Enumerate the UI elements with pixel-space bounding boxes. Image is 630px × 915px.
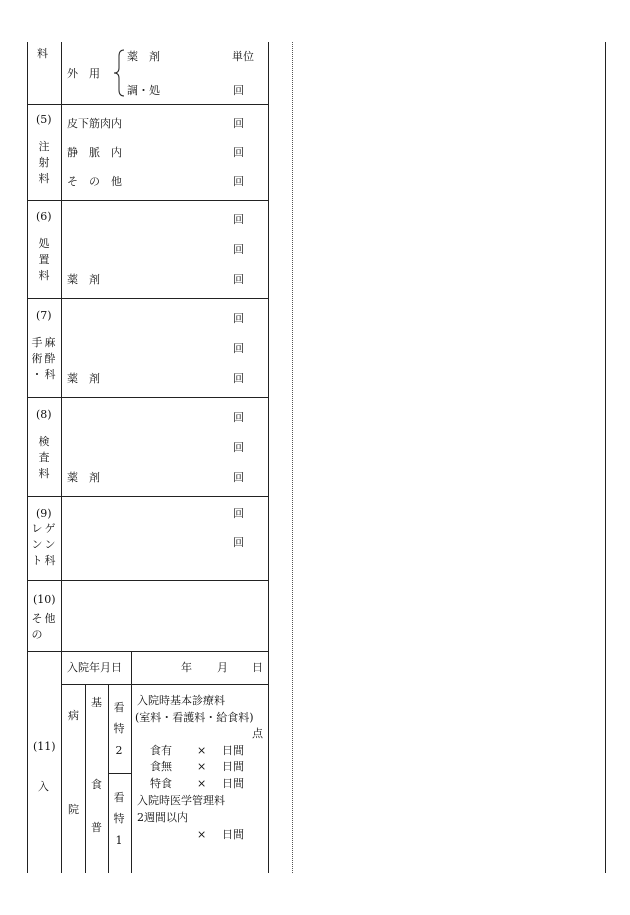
section-9-number: (9) (36, 507, 52, 520)
row-divider (27, 397, 268, 398)
section-5-number: (5) (36, 113, 52, 126)
row-divider (27, 200, 268, 201)
section-8-vertical-label: 検 査 料 (38, 435, 50, 480)
gaiyo-label: 外 用 (67, 67, 100, 80)
kai-unit: 回 (233, 507, 244, 520)
far-right-border (605, 42, 606, 873)
kan-column-divider (131, 684, 132, 873)
igaku-title: 入院時医学管理料 (137, 794, 225, 807)
kan-toku-1-label: 看 特 1 (113, 791, 125, 847)
row-divider (27, 496, 268, 497)
section-6-number: (6) (36, 210, 52, 223)
month-label: 月 (217, 661, 228, 674)
shoku-label: 食 (91, 778, 102, 791)
nyuin-date-label: 入院年月日 (67, 661, 122, 674)
section-7-vertical-label-right: 麻 酔 科 (44, 336, 56, 381)
injection-row-label: そ の 他 (67, 175, 122, 188)
kan-cell-divider (108, 773, 131, 774)
ki-column-divider (108, 684, 109, 873)
row-divider (27, 104, 268, 105)
kihon-subtitle: (室料・看護料・給食料) (135, 711, 254, 724)
kai-unit: 回 (233, 342, 244, 355)
row-divider (27, 580, 268, 581)
section-11-number: (11) (33, 740, 56, 753)
meal-row-times: × (197, 760, 207, 773)
kai-unit: 回 (233, 213, 244, 226)
fu-label: 普 (91, 821, 102, 834)
dotted-fold-line (292, 42, 293, 873)
section-10-vertical-label-right: 他 (44, 612, 56, 625)
section-9-vertical-label-left: レ ン ト (31, 522, 43, 567)
section-10-number: (10) (33, 593, 56, 606)
meal-row-label: 特食 (150, 777, 172, 790)
igaku-times: × (197, 828, 207, 841)
injection-row-label: 皮下筋肉内 (67, 117, 122, 130)
meal-row-unit: 日間 (222, 760, 244, 773)
section-9-vertical-label-right: ゲ ン 科 (44, 522, 56, 567)
kai-unit: 回 (233, 312, 244, 325)
yakuzai-label: 薬 剤 (67, 273, 100, 286)
kai-unit: 回 (233, 117, 244, 130)
kihon-title: 入院時基本診療料 (137, 694, 225, 707)
label-column-divider (61, 42, 62, 873)
kai-unit: 回 (233, 84, 244, 97)
meal-row-label: 食有 (150, 744, 172, 757)
section-5-vertical-label: 注 射 料 (38, 140, 50, 185)
meal-row-unit: 日間 (222, 777, 244, 790)
meal-row-times: × (197, 744, 207, 757)
left-border (27, 42, 28, 873)
yakuzai-label: 薬 剤 (67, 471, 100, 484)
kai-unit: 回 (233, 175, 244, 188)
kai-unit: 回 (233, 146, 244, 159)
section-6-vertical-label: 処 置 料 (38, 237, 50, 282)
yakuzai-label: 薬 剤 (67, 372, 100, 385)
kai-unit: 回 (233, 536, 244, 549)
meal-row-times: × (197, 777, 207, 790)
in-label: 院 (68, 803, 79, 816)
ki-label: 基 (91, 696, 102, 709)
meal-row-unit: 日間 (222, 744, 244, 757)
section-7-number: (7) (36, 309, 52, 322)
nyu-label: 入 (38, 780, 49, 793)
brace-icon (112, 48, 126, 98)
tani-unit: 単位 (232, 50, 254, 63)
igaku-unit: 日間 (222, 828, 244, 841)
right-border (268, 42, 269, 873)
section-7-vertical-label-left: 手 術 ・ (31, 336, 43, 381)
ten-unit: 点 (252, 727, 263, 740)
row-divider (27, 298, 268, 299)
kai-unit: 回 (233, 441, 244, 454)
kai-unit: 回 (233, 372, 244, 385)
kai-unit: 回 (233, 411, 244, 424)
kai-unit: 回 (233, 471, 244, 484)
byo-label: 病 (68, 709, 79, 722)
meal-row-label: 食無 (150, 760, 172, 773)
year-label: 年 (181, 661, 192, 674)
yakuzai-label: 薬 剤 (127, 50, 160, 63)
section-4-label: 料 (37, 47, 48, 60)
row-divider (27, 651, 268, 652)
kan-toku-2-label: 看 特 2 (113, 701, 125, 757)
date-cell-divider (131, 651, 132, 684)
day-label: 日 (252, 661, 263, 674)
kai-unit: 回 (233, 273, 244, 286)
row-divider (61, 684, 268, 685)
igaku-subtitle: 2週間以内 (137, 811, 188, 824)
section-8-number: (8) (36, 408, 52, 421)
kai-unit: 回 (233, 243, 244, 256)
section-10-vertical-label-left: そ の (31, 612, 43, 641)
byo-column-divider (85, 684, 86, 873)
injection-row-label: 静 脈 内 (67, 146, 122, 159)
chosho-label: 調・処 (127, 84, 160, 97)
